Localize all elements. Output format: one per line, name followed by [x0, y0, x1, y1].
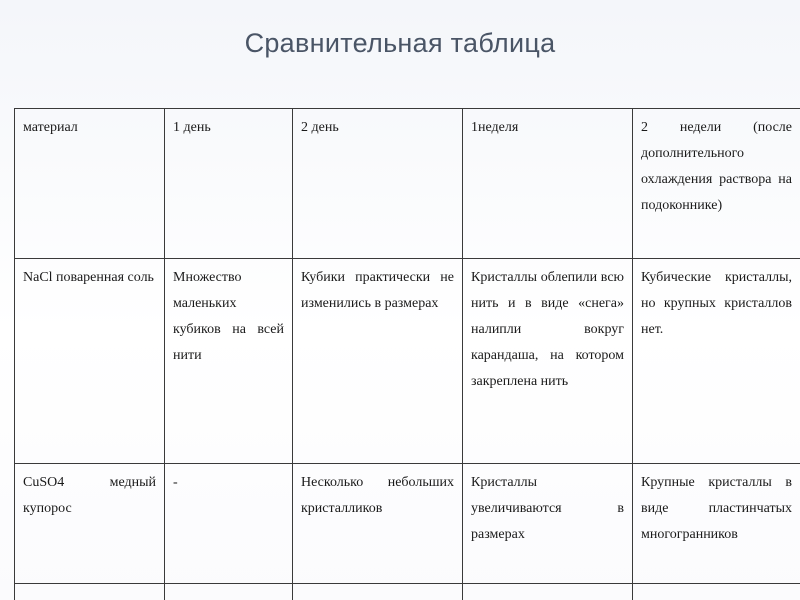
cell-empty	[293, 584, 463, 600]
cell-day2: Несколько небольших кристалликов	[293, 464, 463, 584]
table-header-row	[15, 109, 800, 259]
cell-day1: -	[165, 464, 293, 584]
header-cell-week1: 1неделя	[463, 109, 633, 259]
cell-material: CuSO4 медный купорос	[15, 464, 165, 584]
cell-empty	[463, 584, 633, 600]
header-week2-text: 2 недели (после дополнительного охлаждения раствора на подоконнике)	[641, 120, 792, 213]
table-row	[15, 259, 800, 464]
cell-empty	[633, 584, 800, 600]
header-cell-material: материал	[15, 109, 165, 259]
slide-title: Сравнительная таблица	[244, 28, 556, 58]
header-cell-week2	[633, 109, 800, 259]
table-row	[15, 464, 800, 584]
cell-day1: Множество маленьких кубиков на всей нити	[165, 259, 293, 464]
cell-week2: Крупные кристаллы в виде пластинчатых многогранников	[633, 464, 800, 584]
cell-week1: Кристаллы облепили всю нить и в виде «снега» налипли вокруг карандаша, на котором закреплена нить	[463, 259, 633, 464]
cell-week1: Кристаллы увеличиваются в размерах	[463, 464, 633, 584]
cell-empty	[15, 584, 165, 600]
comparison-table	[14, 108, 800, 600]
table-row-partial	[15, 584, 800, 600]
cell-empty	[165, 584, 293, 600]
cell-day2: Кубики практически не изменились в размерах	[293, 259, 463, 464]
cell-material: NaCl поваренная соль	[15, 259, 165, 464]
header-cell-day1: 1 день	[165, 109, 293, 259]
header-cell-day2: 2 день	[293, 109, 463, 259]
cell-week2: Кубические кристаллы, но крупных кристаллов нет.	[633, 259, 800, 464]
